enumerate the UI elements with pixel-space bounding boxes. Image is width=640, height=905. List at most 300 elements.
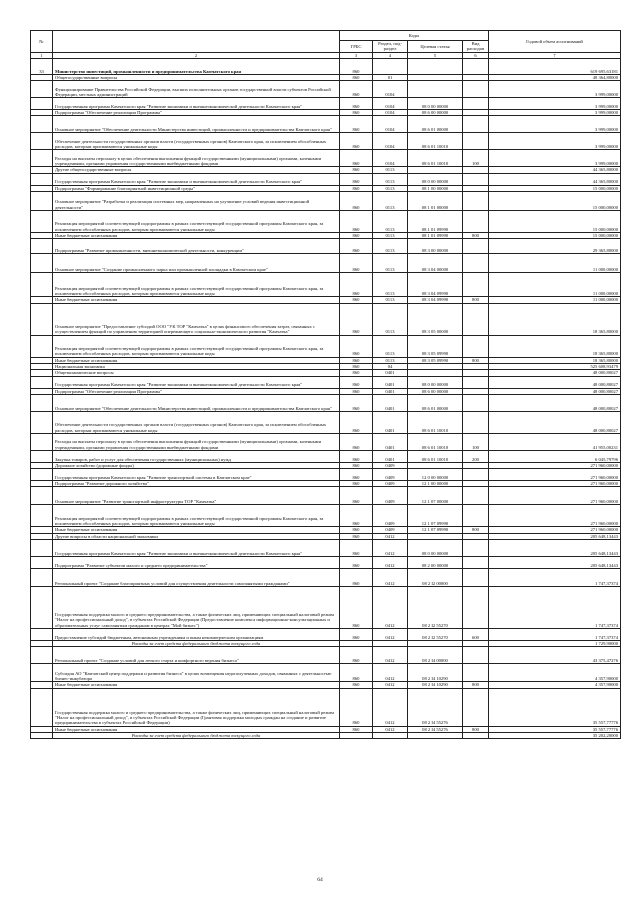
row-vid xyxy=(463,273,489,297)
row-amount: 35 202,20000 xyxy=(489,732,621,738)
row-grbs: 860 xyxy=(340,487,373,505)
row-name: Иные бюджетные ассигнования xyxy=(53,297,340,303)
budget-table-sheet xyxy=(30,30,620,739)
row-name: Предоставление субсидий бюджетным, автономным учреждениям и иным некоммерческим организациям xyxy=(53,629,340,641)
row-target: 08 6 01 10010 xyxy=(408,450,463,462)
row-section: 0409 xyxy=(373,487,408,505)
row-amount: 18 365,80000 xyxy=(489,357,621,363)
row-target: 08 2 I2 55270 xyxy=(408,629,463,641)
row-section: 0104 xyxy=(373,150,408,167)
table-row xyxy=(31,394,621,411)
row-target: 08 0 00 00000 xyxy=(408,540,463,557)
header-section: Раздел, под-раздел xyxy=(373,41,408,53)
row-target: 12 1 07 09990 xyxy=(408,527,463,533)
row-vid xyxy=(463,192,489,211)
row-number xyxy=(31,587,53,629)
table-row xyxy=(31,450,621,462)
row-target: 08 2 I2 00000 xyxy=(408,569,463,587)
table-row xyxy=(31,505,621,527)
row-grbs: 860 xyxy=(340,469,373,481)
col-num-2: 2 xyxy=(53,52,340,58)
row-number xyxy=(31,688,53,726)
table-row xyxy=(31,688,621,726)
row-amount: 41 955,00231 xyxy=(489,433,621,450)
table-row xyxy=(31,540,621,557)
row-vid xyxy=(463,116,489,133)
row-amount: 44 365,80000 xyxy=(489,173,621,185)
row-amount: 15 000,00000 xyxy=(489,233,621,239)
row-amount: 4 357,90000 xyxy=(489,664,621,682)
header-grbs: ГРБС xyxy=(340,41,373,53)
row-vid: 800 xyxy=(463,357,489,363)
row-grbs: 860 xyxy=(340,569,373,587)
table-row xyxy=(31,273,621,297)
row-amount: 271 960,00000 xyxy=(489,527,621,533)
row-name: Государственная программа Камчатского края "Развитие экономики и внешнеэкономической деятельности Камчатского края" xyxy=(53,540,340,557)
table-row xyxy=(31,732,621,738)
row-target: 08 2 I4 55276 xyxy=(408,688,463,726)
row-number xyxy=(31,173,53,185)
row-name: Субсидия АО "Камчатский центр поддержки и развития бизнеса" в целях возмещения недополученных доходов, связанных с деятельностью бизнес-инкубатора xyxy=(53,664,340,682)
row-amount: 15 000,00000 xyxy=(489,185,621,191)
row-grbs: 860 xyxy=(340,211,373,233)
row-grbs: 860 xyxy=(340,254,373,273)
table-row xyxy=(31,647,621,664)
row-vid xyxy=(463,81,489,98)
table-row xyxy=(31,150,621,167)
row-section: 0113 xyxy=(373,297,408,303)
row-vid xyxy=(463,569,489,587)
header-no: № xyxy=(31,31,53,53)
row-name: Другие общегосударственные вопросы xyxy=(53,167,340,173)
row-amount: 205 648,13443 xyxy=(489,557,621,569)
row-grbs: 860 xyxy=(340,357,373,363)
row-name: Основное мероприятие "Разработка и реализация системных мер, направленных на улучшение условий ведения инвестиционной деятельности" xyxy=(53,192,340,211)
row-number xyxy=(31,116,53,133)
row-vid: 800 xyxy=(463,726,489,732)
row-target: 08 1 00 00000 xyxy=(408,185,463,191)
row-number xyxy=(31,732,53,738)
budget-table xyxy=(30,30,621,739)
row-section: 0401 xyxy=(373,388,408,394)
row-section: 0104 xyxy=(373,110,408,116)
row-grbs: 860 xyxy=(340,239,373,254)
row-target: 08 6 01 00000 xyxy=(408,394,463,411)
row-grbs: 860 xyxy=(340,433,373,450)
table-row xyxy=(31,211,621,233)
header-name xyxy=(53,31,340,53)
row-section: 0412 xyxy=(373,533,408,539)
row-grbs: 860 xyxy=(340,74,373,80)
row-number xyxy=(31,335,53,357)
row-name: Иные бюджетные ассигнования xyxy=(53,682,340,688)
row-target: 08 2 I4 55276 xyxy=(408,726,463,732)
row-amount: 48 000,80027 xyxy=(489,370,621,376)
row-section: 0401 xyxy=(373,376,408,388)
row-amount: 271 960,00000 xyxy=(489,487,621,505)
row-name: Реализация мероприятий соответствующей подпрограммы в рамках соответствующей государственной программы Камчатского края, за исключением обособленных расходов, которым присваиваются уникальные коды xyxy=(53,273,340,297)
row-number xyxy=(31,192,53,211)
row-number xyxy=(31,150,53,167)
row-grbs: 860 xyxy=(340,173,373,185)
row-section: 0412 xyxy=(373,569,408,587)
row-section: 0409 xyxy=(373,469,408,481)
row-target: 08 3 00 00000 xyxy=(408,239,463,254)
row-amount: 271 960,00000 xyxy=(489,462,621,468)
row-number xyxy=(31,303,53,335)
row-section: 0412 xyxy=(373,540,408,557)
table-row xyxy=(31,192,621,211)
row-target: 08 2 00 00000 xyxy=(408,557,463,569)
table-row xyxy=(31,587,621,629)
row-target: 08 6 01 10010 xyxy=(408,433,463,450)
row-amount: 3 999,00000 xyxy=(489,133,621,150)
row-section: 0412 xyxy=(373,557,408,569)
row-target: 08 0 00 00000 xyxy=(408,98,463,110)
row-amount: 1 747,37374 xyxy=(489,569,621,587)
table-row xyxy=(31,376,621,388)
row-target: 08 6 01 00000 xyxy=(408,116,463,133)
col-num-6: 6 xyxy=(463,52,489,58)
row-grbs: 860 xyxy=(340,629,373,641)
row-section: 0113 xyxy=(373,233,408,239)
row-number xyxy=(31,433,53,450)
row-number xyxy=(31,569,53,587)
row-grbs: 860 xyxy=(340,116,373,133)
row-grbs: 860 xyxy=(340,297,373,303)
row-section: 0401 xyxy=(373,370,408,376)
row-name: Основное мероприятие "Создание промышленного парка или промышленной площадки в Камчатском крае" xyxy=(53,254,340,273)
row-amount: 3 999,00000 xyxy=(489,110,621,116)
row-amount: 3 999,00000 xyxy=(489,98,621,110)
row-grbs: 860 xyxy=(340,192,373,211)
row-number xyxy=(31,133,53,150)
row-grbs: 860 xyxy=(340,133,373,150)
row-amount: 18 365,80000 xyxy=(489,303,621,335)
row-number xyxy=(31,211,53,233)
row-name: Функционирование Правительства Российской Федерации, высших исполнительных органов государственной власти субъектов Российской Федерации, местных администраций xyxy=(53,81,340,98)
row-name: Региональный проект "Создание условий для легкого старта и комфортного ведения бизнеса" xyxy=(53,647,340,664)
row-amount: 11 000,00000 xyxy=(489,273,621,297)
row-grbs: 860 xyxy=(340,303,373,335)
row-section: 0113 xyxy=(373,192,408,211)
row-target: 08 6 01 10010 xyxy=(408,150,463,167)
row-amount: 619 695,63181 xyxy=(489,58,621,74)
row-name: Подпрограмма "Обеспечение реализации Программы" xyxy=(53,110,340,116)
table-body xyxy=(31,58,621,738)
row-vid xyxy=(463,394,489,411)
row-number xyxy=(31,469,53,481)
table-row xyxy=(31,433,621,450)
row-grbs: 860 xyxy=(340,185,373,191)
row-vid xyxy=(463,376,489,388)
row-target: 12 1 07 09990 xyxy=(408,505,463,527)
row-section: 0401 xyxy=(373,433,408,450)
row-section: 0113 xyxy=(373,173,408,185)
row-number xyxy=(31,273,53,297)
row-target: 08 2 I4 10290 xyxy=(408,664,463,682)
row-section: 0113 xyxy=(373,303,408,335)
row-section xyxy=(373,732,408,738)
row-amount: 1 747,37374 xyxy=(489,587,621,629)
header-vid: Вид расходов xyxy=(463,41,489,53)
table-row xyxy=(31,173,621,185)
row-grbs: 860 xyxy=(340,376,373,388)
row-name: Государственная программа Камчатского края "Развитие экономики и внешнеэкономической деятельности Камчатского края" xyxy=(53,98,340,110)
row-section: 0401 xyxy=(373,450,408,462)
row-grbs: 860 xyxy=(340,481,373,487)
row-section: 0104 xyxy=(373,98,408,110)
row-section: 0412 xyxy=(373,647,408,664)
row-name: Министерство инвестиций, промышленности и предпринимательства Камчатского края xyxy=(53,58,340,74)
row-section: 0409 xyxy=(373,481,408,487)
row-amount: 35 557,77776 xyxy=(489,688,621,726)
table-row xyxy=(31,335,621,357)
row-grbs xyxy=(340,732,373,738)
row-grbs: 860 xyxy=(340,98,373,110)
row-amount: 48 364,80000 xyxy=(489,74,621,80)
row-target: 12 1 07 00000 xyxy=(408,487,463,505)
row-grbs: 860 xyxy=(340,363,373,369)
row-name: Расходы за счет средств федерального бюджета текущего года xyxy=(53,641,340,647)
header-target: Целевая статья xyxy=(408,41,463,53)
row-number xyxy=(31,81,53,98)
row-section: 0401 xyxy=(373,411,408,433)
row-section: 0409 xyxy=(373,527,408,533)
row-name: Другие вопросы в области национальной экономики xyxy=(53,533,340,539)
row-amount: 11 000,00000 xyxy=(489,254,621,273)
row-amount: 48 000,80027 xyxy=(489,388,621,394)
row-grbs: 860 xyxy=(340,688,373,726)
row-number xyxy=(31,239,53,254)
row-amount: 35 557,77776 xyxy=(489,726,621,732)
row-grbs: 860 xyxy=(340,335,373,357)
row-grbs: 860 xyxy=(340,233,373,239)
row-vid: 800 xyxy=(463,527,489,533)
row-target: 08 2 I4 00000 xyxy=(408,647,463,664)
row-name: Региональный проект "Создание благоприятных условий для осуществления деятельности самозанятыми гражданами" xyxy=(53,569,340,587)
row-vid: 200 xyxy=(463,450,489,462)
row-vid xyxy=(463,239,489,254)
row-name: Основное мероприятие "Развитие транспортной инфраструктуры ТОР "Камчатка" xyxy=(53,487,340,505)
row-section: 0104 xyxy=(373,81,408,98)
table-row xyxy=(31,664,621,682)
table-row xyxy=(31,557,621,569)
col-num-3: 3 xyxy=(340,52,373,58)
row-target: 08 6 00 00000 xyxy=(408,388,463,394)
row-number xyxy=(31,629,53,641)
table-row xyxy=(31,116,621,133)
row-target: 08 0 00 00000 xyxy=(408,173,463,185)
row-name: Подпрограмма "Формирование благоприятной инвестиционной среды" xyxy=(53,185,340,191)
table-row xyxy=(31,569,621,587)
table-row xyxy=(31,133,621,150)
row-number xyxy=(31,557,53,569)
row-vid xyxy=(463,303,489,335)
table-row xyxy=(31,58,621,74)
row-amount: 6 045,79796 xyxy=(489,450,621,462)
row-name: Закупка товаров, работ и услуг для обеспечения государственных (муниципальных) нужд xyxy=(53,450,340,462)
row-grbs: 860 xyxy=(340,150,373,167)
row-number xyxy=(31,505,53,527)
row-number xyxy=(31,98,53,110)
row-number xyxy=(31,254,53,273)
row-section: 0104 xyxy=(373,133,408,150)
row-number xyxy=(31,411,53,433)
row-grbs: 860 xyxy=(340,394,373,411)
row-name: Государственная поддержка малого и среднего предпринимательства, а также физических лиц, применяющих специальный налоговый режим "Налог на профессиональный доход", в субъектах Российской Федерации (Грантовая поддержка молодых граждан на создание и развитие предпринимательства в субъектах Российской Федерации) xyxy=(53,688,340,726)
row-name: Подпрограмма "Развитие промышленности, внешнеэкономической деятельности, конкуренции" xyxy=(53,239,340,254)
row-name: Государственная программа Камчатского края "Развитие экономики и внешнеэкономической деятельности Камчатского края" xyxy=(53,173,340,185)
row-grbs: 860 xyxy=(340,587,373,629)
row-amount: 271 960,00000 xyxy=(489,481,621,487)
table-row xyxy=(31,239,621,254)
row-vid: 100 xyxy=(463,150,489,167)
row-vid xyxy=(463,173,489,185)
row-name: Подпрограмма "Развитие субъектов малого и среднего предпринимательства" xyxy=(53,557,340,569)
row-section xyxy=(373,58,408,74)
row-vid xyxy=(463,335,489,357)
row-vid xyxy=(463,732,489,738)
row-target: 08 1 01 09990 xyxy=(408,211,463,233)
row-name: Расходы за счет средств федерального бюджета текущего года xyxy=(53,732,340,738)
row-section: 0412 xyxy=(373,688,408,726)
row-amount: 15 000,00000 xyxy=(489,211,621,233)
row-grbs: 860 xyxy=(340,273,373,297)
row-name: Обеспечение деятельности государственных органов власти (государственных органов) Камчатского края, за исключением обособленных расходов, которым присваиваются уникальные коды xyxy=(53,411,340,433)
row-target: 08 3 04 09990 xyxy=(408,273,463,297)
row-target xyxy=(408,58,463,74)
row-target: 08 0 00 00000 xyxy=(408,376,463,388)
row-vid: 800 xyxy=(463,682,489,688)
row-name: Иные бюджетные ассигнования xyxy=(53,357,340,363)
row-vid: 800 xyxy=(463,233,489,239)
row-section: 0113 xyxy=(373,185,408,191)
row-section: 0412 xyxy=(373,629,408,641)
row-section: 0113 xyxy=(373,211,408,233)
col-num-4: 4 xyxy=(373,52,408,58)
row-amount: 15 000,00000 xyxy=(489,192,621,211)
row-amount: 4 357,90000 xyxy=(489,682,621,688)
row-number xyxy=(31,647,53,664)
row-amount: 1 747,37374 xyxy=(489,629,621,641)
row-amount: 525 608,93479 xyxy=(489,363,621,369)
row-name: Иные бюджетные ассигнования xyxy=(53,726,340,732)
row-name: Общеэкономические вопросы xyxy=(53,370,340,376)
row-number xyxy=(31,540,53,557)
row-vid xyxy=(463,469,489,481)
row-section: 0412 xyxy=(373,587,408,629)
row-section: 04 xyxy=(373,363,408,369)
row-vid xyxy=(463,557,489,569)
row-amount: 48 000,80027 xyxy=(489,376,621,388)
row-grbs: 860 xyxy=(340,726,373,732)
row-name: Реализация мероприятий соответствующей подпрограммы в рамках соответствующей государственной программы Камчатского края, за исключением обособленных расходов, которым присваиваются уникальные коды xyxy=(53,505,340,527)
row-number: 33 xyxy=(31,58,53,74)
row-name: Реализация мероприятий соответствующей подпрограммы в рамках соответствующей государственной программы Камчатского края, за исключением обособленных расходов, которым присваиваются уникальные коды xyxy=(53,211,340,233)
row-grbs: 860 xyxy=(340,505,373,527)
row-section: 0409 xyxy=(373,505,408,527)
row-vid xyxy=(463,664,489,682)
col-num-7: 7 xyxy=(489,52,621,58)
row-vid xyxy=(463,505,489,527)
row-vid xyxy=(463,540,489,557)
row-grbs: 860 xyxy=(340,540,373,557)
row-grbs: 860 xyxy=(340,81,373,98)
row-vid xyxy=(463,98,489,110)
row-section: 0113 xyxy=(373,167,408,173)
row-name: Государственная программа Камчатского края "Развитие транспортной системы в Камчатском крае" xyxy=(53,469,340,481)
row-grbs: 860 xyxy=(340,557,373,569)
row-number xyxy=(31,394,53,411)
row-name: Национальная экономика xyxy=(53,363,340,369)
row-section: 0113 xyxy=(373,254,408,273)
row-amount: 271 960,00000 xyxy=(489,505,621,527)
row-name: Иные бюджетные ассигнования xyxy=(53,233,340,239)
row-name: Государственная программа Камчатского края "Развитие экономики и внешнеэкономической деятельности Камчатского края" xyxy=(53,376,340,388)
row-target: 08 6 01 10010 xyxy=(408,133,463,150)
row-amount: 271 960,00000 xyxy=(489,469,621,481)
row-amount: 48 000,80027 xyxy=(489,411,621,433)
header-amount: Годовой объем ассигнований xyxy=(489,31,621,53)
row-section: 0113 xyxy=(373,239,408,254)
row-amount: 48 000,80027 xyxy=(489,394,621,411)
row-name: Обеспечение деятельности государственных органов власти (государственных органов) Камчатского края, за исключением обособленных расходов, которым присваиваются уникальные коды xyxy=(53,133,340,150)
row-vid xyxy=(463,211,489,233)
row-name: Основное мероприятие "Предоставление субсидий ООО "УК ТОР "Камчатка" в целях финансового обеспечения затрат, связанных с осуществлением функций по управлению территорией опережающего социально-экономического развития "Камчатка" xyxy=(53,303,340,335)
row-target: 08 3 04 00000 xyxy=(408,254,463,273)
row-name: Государственная поддержка малого и среднего предпринимательства, а также физических лиц, применяющих специальный налоговый режим "Налог на профессиональный доход", в субъектах Российской Федерации (Предоставление комплекса информационно-консультационных и образовательных услуг самозанятым гражданам в центрах "Мой бизнес") xyxy=(53,587,340,629)
row-section: 0104 xyxy=(373,116,408,133)
row-vid xyxy=(463,254,489,273)
row-name: Расходы на выплаты персоналу в целях обеспечения выполнения функций государственными (муниципальными) органами, казенными учреждениями, органами управления государственными внебюджетными фондами xyxy=(53,150,340,167)
row-grbs: 860 xyxy=(340,110,373,116)
table-row xyxy=(31,254,621,273)
row-vid xyxy=(463,487,489,505)
row-name: Дорожное хозяйство (дорожные фонды) xyxy=(53,462,340,468)
row-section: 0113 xyxy=(373,357,408,363)
row-grbs: 860 xyxy=(340,647,373,664)
row-grbs: 860 xyxy=(340,533,373,539)
row-target: 08 2 I4 10290 xyxy=(408,682,463,688)
table-row xyxy=(31,469,621,481)
row-section: 0412 xyxy=(373,682,408,688)
row-vid: 800 xyxy=(463,297,489,303)
col-num-5: 5 xyxy=(408,52,463,58)
col-num-1: 1 xyxy=(31,52,53,58)
row-amount: 44 365,80000 xyxy=(489,167,621,173)
row-amount: 205 648,13443 xyxy=(489,540,621,557)
row-name: Общегосударственные вопросы xyxy=(53,74,340,80)
row-target: 08 3 05 09990 xyxy=(408,357,463,363)
row-section: 0113 xyxy=(373,335,408,357)
row-section: 0401 xyxy=(373,394,408,411)
row-grbs: 860 xyxy=(340,411,373,433)
row-grbs: 860 xyxy=(340,450,373,462)
table-row xyxy=(31,629,621,641)
row-target: 08 3 04 09990 xyxy=(408,297,463,303)
row-name: Реализация мероприятий соответствующей подпрограммы в рамках соответствующей государственной программы Камчатского края, за исключением обособленных расходов, которым присваиваются уникальные коды xyxy=(53,335,340,357)
row-target: 08 6 01 10010 xyxy=(408,411,463,433)
row-name: Расходы на выплаты персоналу в целях обеспечения выполнения функций государственными (муниципальными) органами, казенными учреждениями, органами управления государственными внебюджетными фондами xyxy=(53,433,340,450)
row-target: 08 3 05 00000 xyxy=(408,303,463,335)
row-section: 0113 xyxy=(373,273,408,297)
row-number xyxy=(31,487,53,505)
row-grbs: 860 xyxy=(340,682,373,688)
row-vid xyxy=(463,647,489,664)
row-grbs: 860 xyxy=(340,462,373,468)
row-target: 08 2 I2 55270 xyxy=(408,587,463,629)
